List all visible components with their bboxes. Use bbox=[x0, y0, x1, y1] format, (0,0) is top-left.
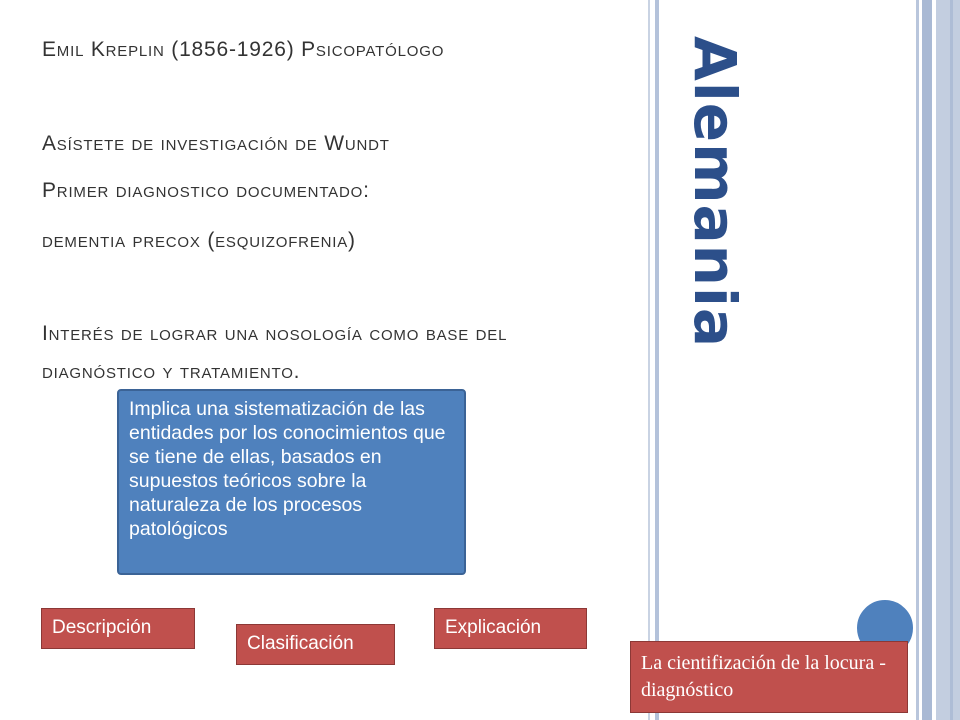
line-assistant: Asístete de investigación de Wundt bbox=[42, 132, 390, 155]
clasificacion-box: Clasificación bbox=[236, 624, 395, 665]
descripcion-box: Descripción bbox=[41, 608, 195, 649]
slide-side-title: Alemania bbox=[681, 36, 749, 348]
explicacion-box: Explicación bbox=[434, 608, 587, 649]
line-author: Emil Kreplin (1856-1926) Psicopatólogo bbox=[42, 38, 445, 61]
callout-box: Implica una sistematización de las entidades por los conocimientos que se tiene de ellas, basados en supuestos teóricos sobre la naturaleza de los procesos patológicos bbox=[117, 389, 466, 575]
line-diagnosis-treatment: diagnóstico y tratamiento. bbox=[42, 360, 301, 383]
line-first-diagnosis: Primer diagnostico documentado: bbox=[42, 179, 370, 202]
line-dementia: dementia precox (esquizofrenia) bbox=[42, 229, 356, 252]
line-nosology: Interés de lograr una nosología como base del bbox=[42, 322, 508, 345]
note-box: La cientifización de la locura - diagnóstico bbox=[630, 641, 908, 713]
